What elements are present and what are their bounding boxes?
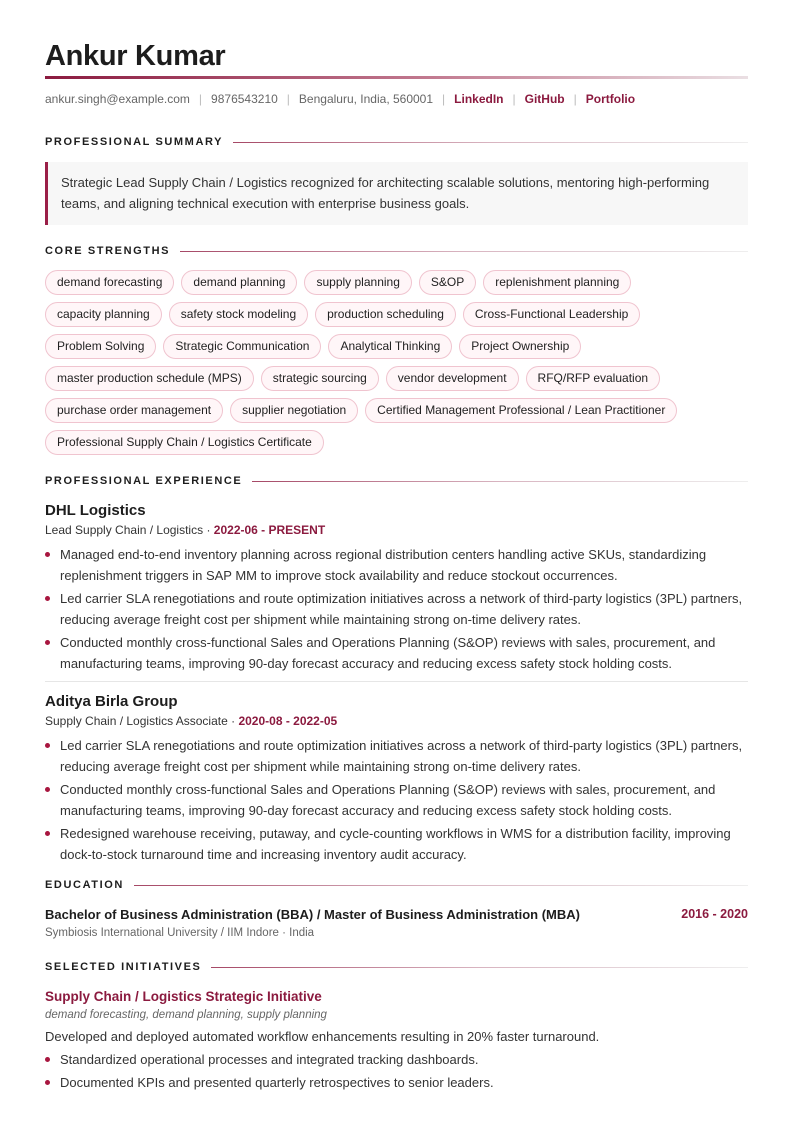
contact-separator: | [198, 92, 203, 106]
section-title: SELECTED INITIATIVES [45, 961, 202, 973]
section-header-initiatives [45, 961, 748, 973]
section-header-education [45, 879, 748, 891]
strength-tag: Project Ownership [459, 334, 581, 359]
company-name: DHL Logistics [45, 502, 146, 519]
section-rule [134, 885, 748, 886]
summary-text: Strategic Lead Supply Chain / Logistics recognized for architecting scalable solutions, mentoring high-performing teams, and aligning technical execution with enterprise business goals. [45, 162, 748, 225]
strength-tag: Professional Supply Chain / Logistics Certificate [45, 430, 324, 455]
section-header-experience [45, 475, 748, 487]
strength-tag: Analytical Thinking [328, 334, 452, 359]
contact-location: Bengaluru, India, 560001 [298, 92, 434, 106]
education-row [45, 907, 748, 922]
initiative-description: Developed and deployed automated workflow enhancements resulting in 20% faster turnaround. [45, 1029, 600, 1044]
strength-tag: replenishment planning [483, 270, 631, 295]
role-separator: · [231, 714, 239, 728]
company-name: Aditya Birla Group [45, 693, 178, 710]
candidate-name: Ankur Kumar [45, 40, 226, 72]
strength-tag: Certified Management Professional / Lean Practitioner [365, 398, 677, 423]
strength-tag: capacity planning [45, 302, 162, 327]
job-dates: 2020-08 - 2022-05 [238, 714, 338, 728]
contact-phone: 9876543210 [211, 92, 278, 106]
job-title: Supply Chain / Logistics Associate [45, 714, 228, 728]
strength-tag: master production schedule (MPS) [45, 366, 254, 391]
job-bullet: Conducted monthly cross-functional Sales and Operations Planning (S&OP) reviews with sales, procurement, and manufacturing teams, improving 90-day forecast accuracy and reducing excess safety stock holding costs. [45, 632, 748, 674]
contact-row [45, 92, 748, 106]
section-header-summary [45, 136, 748, 148]
section-rule [180, 251, 748, 252]
job-divider [45, 681, 748, 682]
degree-name: Bachelor of Business Administration (BBA) / Master of Business Administration (MBA) [45, 907, 580, 922]
initiative-title: Supply Chain / Logistics Strategic Initiative [45, 989, 322, 1004]
contact-separator: | [573, 92, 577, 106]
job-entry [45, 693, 748, 865]
job-role-line [45, 714, 748, 729]
job-entry [45, 502, 748, 674]
strength-tag: strategic sourcing [261, 366, 379, 391]
strengths-tag-list [45, 270, 748, 455]
job-bullet: Led carrier SLA renegotiations and route optimization initiatives across a network of third-party logistics (3PL) partners, reducing average freight cost per shipment while maintaining strong on-time delivery rates. [45, 735, 748, 777]
name-underline [45, 76, 748, 79]
job-bullets [45, 735, 748, 865]
strength-tag: demand forecasting [45, 270, 174, 295]
strength-tag: RFQ/RFP evaluation [526, 366, 661, 391]
contact-separator: | [442, 92, 446, 106]
job-role-line [45, 523, 748, 538]
github-link[interactable]: GitHub [524, 92, 565, 106]
role-separator: · [206, 523, 214, 537]
linkedin-link[interactable]: LinkedIn [454, 92, 504, 106]
job-bullet: Conducted monthly cross-functional Sales and Operations Planning (S&OP) reviews with sales, procurement, and manufacturing teams, improving 90-day forecast accuracy and reducing excess safety stock holding costs. [45, 779, 748, 821]
contact-separator: | [286, 92, 290, 106]
section-rule [233, 142, 748, 143]
section-title: CORE STRENGTHS [45, 245, 171, 257]
strength-tag: Problem Solving [45, 334, 156, 359]
contact-separator: | [512, 92, 516, 106]
strength-tag: supplier negotiation [230, 398, 358, 423]
job-dates: 2022-06 - PRESENT [213, 523, 326, 537]
section-title: EDUCATION [45, 879, 124, 891]
strength-tag: Cross-Functional Leadership [463, 302, 640, 327]
job-bullet: Redesigned warehouse receiving, putaway, and cycle-counting workflows in WMS for a distribution facility, improving dock-to-stock turnaround time and increasing inventory audit accuracy. [45, 823, 748, 865]
school-name: Symbiosis International University / IIM Indore · India [45, 927, 315, 939]
section-title: PROFESSIONAL EXPERIENCE [45, 475, 243, 487]
section-header-strengths [45, 245, 748, 257]
initiative-bullets [45, 1049, 748, 1093]
job-title: Lead Supply Chain / Logistics [45, 523, 204, 537]
section-title: PROFESSIONAL SUMMARY [45, 136, 224, 148]
job-bullets [45, 544, 748, 674]
strength-tag: purchase order management [45, 398, 223, 423]
contact-email[interactable]: ankur.singh@example.com [45, 92, 190, 106]
job-bullet: Managed end-to-end inventory planning across regional distribution centers handling active SKUs, standardizing replenishment triggers in SAP MM to improve stock availability and reduce stockout occurrences. [45, 544, 748, 586]
portfolio-link[interactable]: Portfolio [585, 92, 636, 106]
strength-tag: Strategic Communication [163, 334, 321, 359]
initiative-bullet: Standardized operational processes and integrated tracking dashboards. [45, 1049, 748, 1070]
strength-tag: demand planning [181, 270, 297, 295]
strength-tag: vendor development [386, 366, 519, 391]
initiative-tags: demand forecasting, demand planning, supply planning [45, 1009, 327, 1021]
strength-tag: supply planning [304, 270, 411, 295]
section-rule [252, 481, 748, 482]
section-rule [211, 967, 748, 968]
strength-tag: production scheduling [315, 302, 456, 327]
job-bullet: Led carrier SLA renegotiations and route optimization initiatives across a network of third-party logistics (3PL) partners, reducing average freight cost per shipment while maintaining strong on-time delivery rates. [45, 588, 748, 630]
strength-tag: S&OP [419, 270, 476, 295]
initiative-bullet: Documented KPIs and presented quarterly retrospectives to senior leaders. [45, 1072, 748, 1093]
education-years: 2016 - 2020 [681, 907, 748, 921]
strength-tag: safety stock modeling [169, 302, 308, 327]
